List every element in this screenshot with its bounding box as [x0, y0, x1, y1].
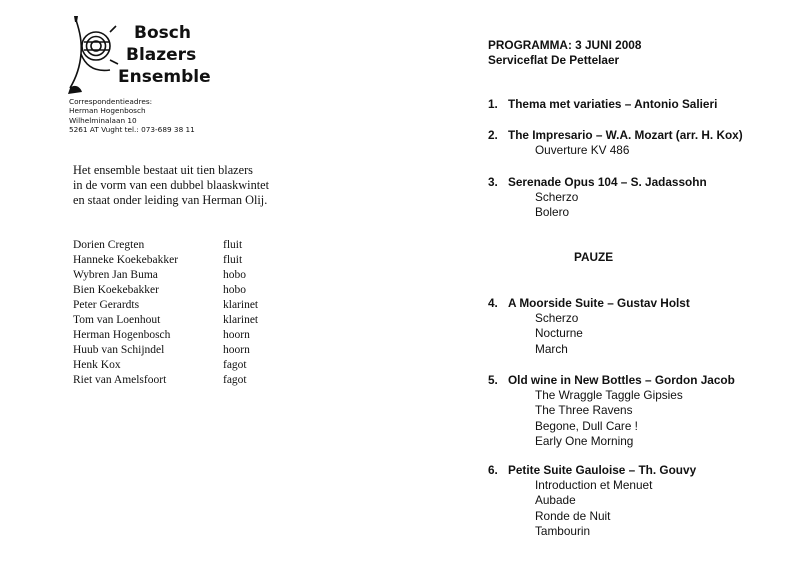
member-instrument: fluit	[223, 239, 243, 251]
programme-item	[488, 373, 735, 449]
member-instrument: fluit	[223, 254, 243, 266]
logo-line: Blazers	[126, 45, 197, 65]
member-row	[73, 358, 303, 373]
logo-line: Bosch	[134, 23, 191, 43]
member-instrument: hoorn	[223, 344, 250, 356]
member-name: Huub van Schijndel	[73, 344, 165, 356]
member-list	[73, 238, 303, 388]
member-row	[73, 268, 303, 283]
member-instrument: hoorn	[223, 329, 250, 341]
movement: Introduction et Menuet	[535, 478, 653, 492]
member-instrument: fagot	[223, 374, 247, 386]
member-row	[73, 283, 303, 298]
movement: Scherzo	[535, 190, 579, 204]
movement: Early One Morning	[535, 433, 634, 448]
item-number: 4.	[488, 296, 498, 310]
member-row	[73, 238, 303, 253]
movement: March	[535, 341, 568, 356]
item-number: 6.	[488, 463, 498, 477]
movement: Ronde de Nuit	[535, 508, 611, 523]
member-instrument: klarinet	[223, 314, 259, 326]
member-name: Peter Gerardts	[73, 299, 140, 311]
movement: The Three Ravens	[535, 403, 633, 418]
address-line: Wilhelminalaan 10	[69, 115, 137, 125]
movement: Nocturne	[535, 326, 583, 341]
member-instrument: fagot	[223, 359, 247, 371]
member-row	[73, 298, 303, 313]
intro-line: Het ensemble bestaat uit tien blazers	[73, 163, 253, 177]
item-number: 1.	[488, 97, 498, 111]
address-line: Correspondentieadres:	[69, 97, 153, 106]
programme	[488, 38, 788, 538]
pause-label: PAUZE	[574, 250, 614, 264]
member-instrument: klarinet	[223, 299, 259, 311]
french-horn-icon	[66, 12, 122, 96]
movement: Aubade	[535, 493, 576, 508]
member-name: Henk Kox	[73, 359, 121, 371]
programme-item	[488, 463, 696, 539]
item-title	[488, 296, 690, 311]
programme-item	[488, 128, 743, 158]
item-title	[488, 373, 735, 388]
ensemble-intro	[73, 163, 269, 208]
item-title	[488, 175, 707, 190]
item-number: 3.	[488, 175, 498, 189]
member-row	[73, 343, 303, 358]
item-title	[488, 97, 717, 112]
member-name: Tom van Loenhout	[73, 314, 161, 326]
member-name: Wybren Jan Buma	[73, 269, 158, 281]
item-number: 2.	[488, 128, 498, 142]
programme-item	[488, 296, 690, 357]
item-title-text: A Moorside Suite – Gustav Holst	[508, 296, 690, 310]
intro-line: en staat onder leiding van Herman Olij.	[73, 193, 268, 207]
member-name: Riet van Amelsfoort	[73, 374, 167, 386]
intro-line: in de vorm van een dubbel blaaskwintet	[73, 178, 270, 192]
item-number: 5.	[488, 373, 498, 387]
movement: The Wraggle Taggle Gipsies	[535, 388, 683, 402]
member-name: Herman Hogenbosch	[73, 329, 171, 341]
address-line: Herman Hogenbosch	[69, 106, 146, 116]
member-row	[73, 253, 303, 268]
item-title	[488, 128, 743, 143]
programme-venue: Serviceflat De Pettelaer	[488, 53, 620, 67]
programme-item	[488, 97, 717, 112]
member-row	[73, 373, 303, 388]
movement: Ouverture KV 486	[535, 143, 630, 157]
item-title-text: The Impresario – W.A. Mozart (arr. H. Kox)	[508, 128, 743, 142]
member-name: Bien Koekebakker	[73, 284, 159, 296]
member-name: Hanneke Koekebakker	[73, 254, 179, 266]
address-line: 5261 AT Vught tel.: 073-689 38 11	[69, 124, 195, 134]
item-title-text: Petite Suite Gauloise – Th. Gouvy	[508, 463, 697, 477]
correspondence-address	[69, 97, 195, 134]
movement: Bolero	[535, 205, 570, 220]
programme-heading: PROGRAMMA: 3 JUNI 2008	[488, 38, 642, 52]
member-name: Dorien Cregten	[73, 239, 145, 251]
movement: Begone, Dull Care !	[535, 418, 638, 433]
item-title	[488, 463, 696, 478]
item-title-text: Thema met variaties – Antonio Salieri	[508, 97, 718, 111]
item-title-text: Serenade Opus 104 – S. Jadassohn	[508, 175, 707, 189]
ensemble-logo	[118, 22, 211, 88]
item-title-text: Old wine in New Bottles – Gordon Jacob	[508, 373, 735, 387]
member-instrument: hobo	[223, 284, 246, 296]
member-row	[73, 328, 303, 343]
member-instrument: hobo	[223, 269, 246, 281]
movement: Scherzo	[535, 311, 579, 325]
programme-item	[488, 175, 707, 221]
movement: Tambourin	[535, 523, 591, 538]
member-row	[73, 313, 303, 328]
logo-line: Ensemble	[118, 67, 211, 87]
